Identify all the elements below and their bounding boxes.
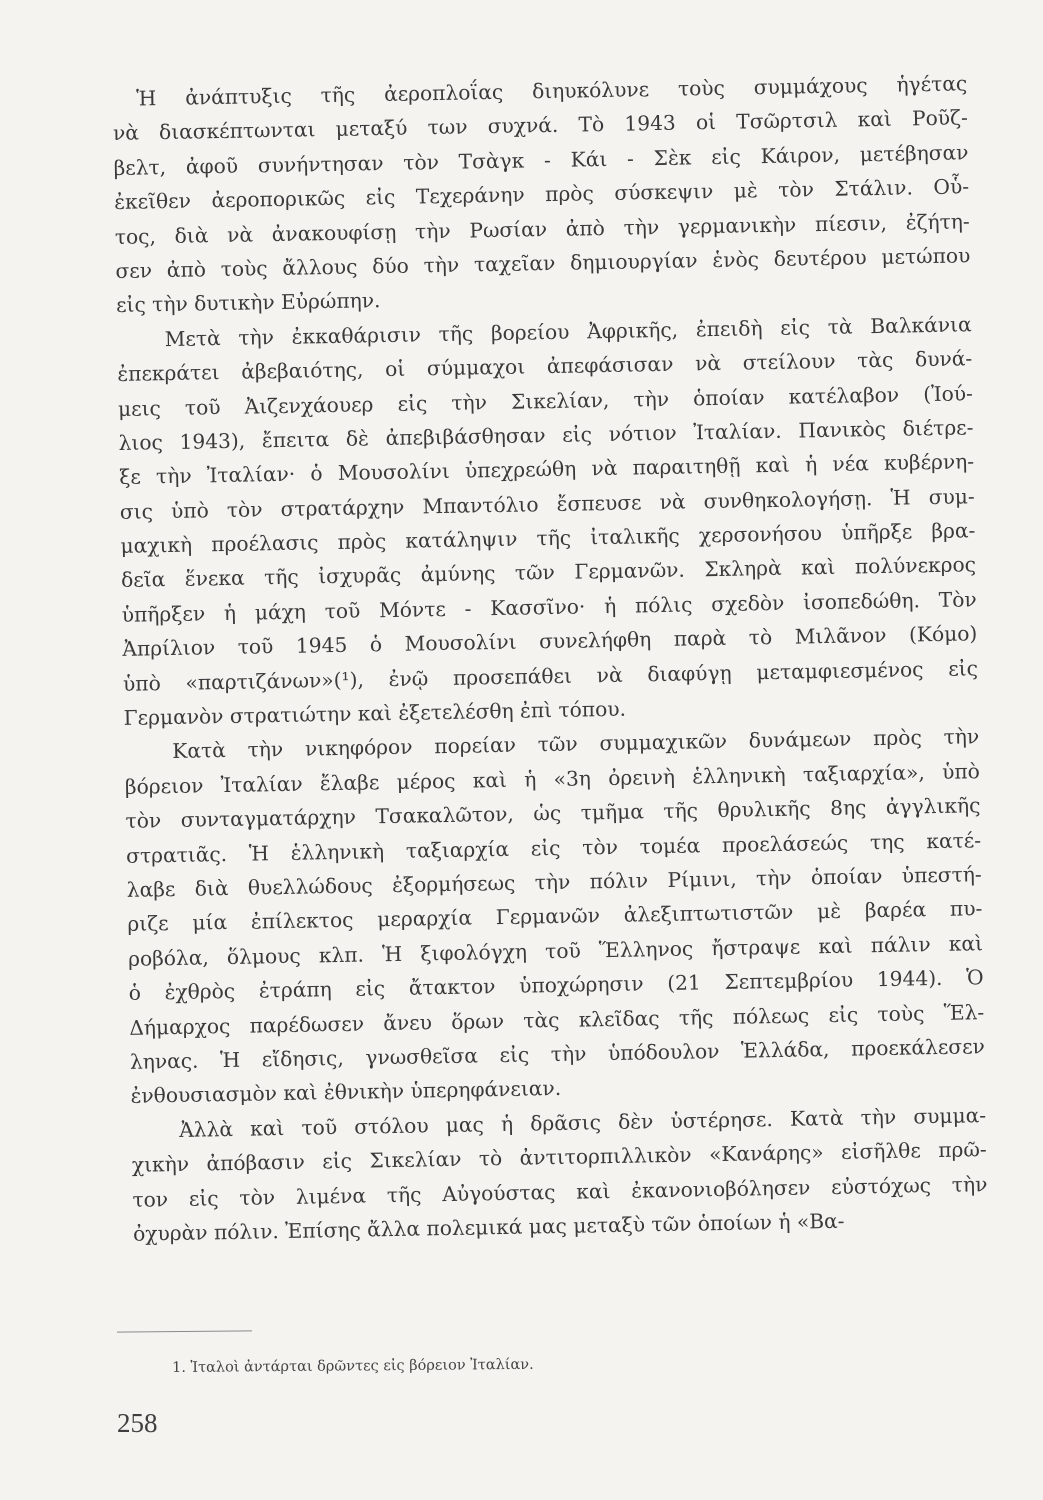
text-line: Κατὰ τὴν νικηφόρον πορείαν τῶν συμμαχικῶν δυνάμεων πρὸς τὴν bbox=[172, 724, 980, 764]
text-line: νὰ διασκέπτωνται μεταξύ των συχνά. Τὸ 1943 οἱ Τσῶρτσιλ καὶ Ροῦζ- bbox=[112, 105, 969, 146]
text-line: ὑπῆρξεν ἡ μάχη τοῦ Μόντε - Κασσῖνο· ἡ πόλις σχεδὸν ἰσοπεδώθη. Τὸν bbox=[121, 587, 977, 627]
text-line: Ἀλλὰ καὶ τοῦ στόλου μας ἡ δρᾶσις δὲν ὑστέρησε. Κατὰ τὴν συμμα- bbox=[178, 1102, 987, 1142]
paragraph bbox=[116, 307, 978, 735]
text-line: ὁ ἐχθρὸς ἐτράπη εἰς ἄτακτον ὑποχώρησιν (21 Σεπτεμβρίου 1944). Ὁ bbox=[128, 965, 984, 1006]
text-line: ἐνθουσιασμὸν καὶ ἐθνικὴν ὑπερηφάνειαν. bbox=[130, 1076, 562, 1109]
text-line: δεῖα ἕνεκα τῆς ἰσχυρᾶς ἀμύνης τῶν Γερμανῶν. Σκληρὰ καὶ πολύνεκρος bbox=[120, 552, 977, 593]
body-text bbox=[112, 66, 988, 1251]
paragraph bbox=[124, 720, 986, 1114]
text-line: ροβόλα, ὅλμους κλπ. Ἡ ξιφολόγχη τοῦ Ἕλληνος ἤστραψε καὶ πάλιν καὶ bbox=[127, 930, 984, 971]
text-line: στρατιᾶς. Ἡ ἑλληνικὴ ταξιαρχία εἰς τὸν τομέα προελάσεώς της κατέ- bbox=[125, 827, 982, 868]
text-line: λαβε διὰ θυελλώδους ἐξορμήσεως τὴν πόλιν Ρίμινι, τὴν ὁποίαν ὑπεστή- bbox=[126, 862, 982, 902]
footnote: 1. Ἰταλοὶ ἀντάρται δρῶντες εἰς βόρειον Ἰταλίαν. bbox=[172, 1356, 534, 1376]
text-line: σεν ἀπὸ τοὺς ἄλλους δύο τὴν ταχεῖαν δημιουργίαν ἑνὸς δευτέρου μετώπου bbox=[115, 243, 971, 283]
text-line: χικὴν ἀπόβασιν εἰς Σικελίαν τὸ ἀντιτορπιλλικὸν «Κανάρης» εἰσῆλθε πρῶ- bbox=[131, 1137, 987, 1177]
text-line: βόρειον Ἰταλίαν ἔλαβε μέρος καὶ ἡ «3η ὀρεινὴ ἑλληνικὴ ταξιαρχία», ὑπὸ bbox=[124, 759, 980, 799]
text-line: ἐπεκράτει ἀβεβαιότης, οἱ σύμμαχοι ἀπεφάσισαν νὰ στείλουν τὰς δυνά- bbox=[117, 346, 973, 387]
text-line: ὑπὸ «παρτιζάνων»(¹), ἐνῷ προσεπάθει νὰ διαφύγῃ μεταμφιεσμένος εἰς bbox=[122, 655, 979, 696]
text-line: ἐκεῖθεν ἀεροπορικῶς εἰς Τεχεράνην πρὸς σύσκεψιν μὲ τὸν Στάλιν. Οὗ- bbox=[113, 174, 970, 215]
text-line: ληνας. Ἡ εἴδησις, γνωσθεῖσα εἰς τὴν ὑπόδουλον Ἑλλάδα, προεκάλεσεν bbox=[129, 1034, 986, 1074]
text-line: τον εἰς τὸν λιμένα τῆς Αὐγούστας καὶ ἐκανονιοβόλησεν εὐστόχως τὴν bbox=[132, 1171, 988, 1212]
text-line: Ἀπρίλιον τοῦ 1945 ὁ Μουσολίνι συνελήφθη παρὰ τὸ Μιλᾶνον (Κόμο) bbox=[122, 621, 978, 662]
footnote-divider bbox=[117, 1330, 252, 1332]
page-number: 258 bbox=[117, 1408, 158, 1438]
text-line: Μετὰ τὴν ἐκκαθάρισιν τῆς βορείου Ἀφρικῆς, ἐπειδὴ εἰς τὰ Βαλκάνια bbox=[164, 312, 972, 351]
text-line: εἰς τὴν δυτικὴν Εὐρώπην. bbox=[115, 288, 381, 318]
text-line: ξε τὴν Ἰταλίαν· ὁ Μουσολίνι ὑπεχρεώθη νὰ παραιτηθῇ καὶ ἡ νέα κυβέρνη- bbox=[119, 449, 975, 490]
text-line: Ἡ ἀνάπτυξις τῆς ἀεροπλοΐας διηυκόλυνε τοὺς συμμάχους ἡγέτας bbox=[136, 71, 968, 111]
text-line: βελτ, ἀφοῦ συνήντησαν τὸν Τσὰγκ - Κάι - Σὲκ εἰς Κάιρον, μετέβησαν bbox=[113, 140, 969, 180]
paragraph bbox=[131, 1098, 988, 1251]
text-line: μαχικὴ προέλασις πρὸς κατάληψιν τῆς ἰταλικῆς χερσονήσου ὑπῆρξε βρα- bbox=[120, 518, 976, 558]
text-line: ριζε μία ἐπίλεκτος μεραρχία Γερμανῶν ἀλεξιπτωτιστῶν μὲ βαρέα πυ- bbox=[127, 896, 983, 937]
paragraph bbox=[112, 66, 971, 322]
text-line: τὸν συνταγματάρχην Τσακαλῶτον, ὡς τμῆμα τῆς θρυλικῆς 8ης ἀγγλικῆς bbox=[125, 793, 981, 834]
text-line: τος, διὰ νὰ ἀνακουφίσῃ τὴν Ρωσίαν ἀπὸ τὴν γερμανικὴν πίεσιν, ἐζήτη- bbox=[114, 208, 970, 249]
text-line: σις ὑπὸ τὸν στρατάρχην Μπαντόλιο ἔσπευσε νὰ συνθηκολογήσῃ. Ἡ συμ- bbox=[119, 483, 975, 524]
text-line: Δήμαρχος παρέδωσεν ἄνευ ὅρων τὰς κλεῖδας τῆς πόλεως εἰς τοὺς Ἕλ- bbox=[129, 999, 985, 1040]
text-line: λιος 1943), ἔπειτα δὲ ἀπεβιβάσθησαν εἰς νότιον Ἰταλίαν. Πανικὸς διέτρε- bbox=[118, 415, 974, 455]
text-line: Γερμανὸν στρατιώτην καὶ ἐξετελέσθη ἐπὶ τόπου. bbox=[123, 696, 627, 730]
text-line: μεις τοῦ Ἀιζενχάουερ εἰς τὴν Σικελίαν, τὴν ὁποίαν κατέλαβον (Ἰού- bbox=[117, 380, 974, 421]
text-line: ὀχυρὰν πόλιν. Ἐπίσης ἄλλα πολεμικά μας μεταξὺ τῶν ὁποίων ἡ «Βα- bbox=[132, 1208, 845, 1246]
